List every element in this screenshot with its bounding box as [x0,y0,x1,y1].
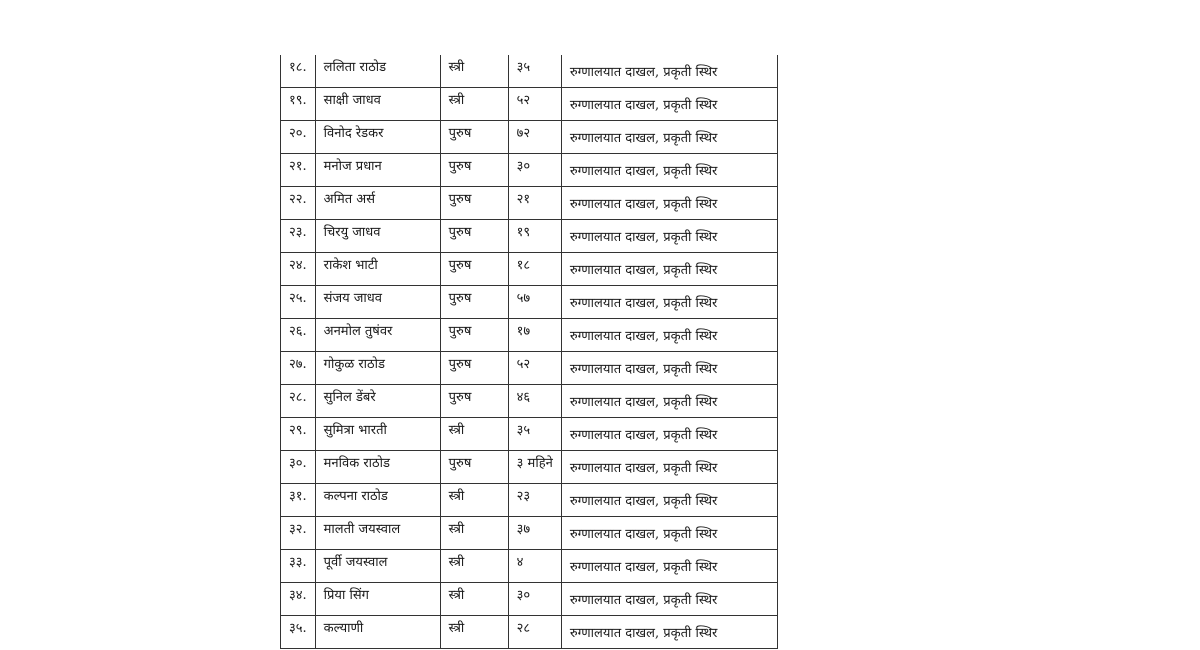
serial-number-cell: ३४. [281,583,316,616]
patient-name-cell: कल्याणी [315,616,440,649]
age-cell: ४६ [508,385,561,418]
patient-name-cell: विनोद रेडकर [315,121,440,154]
status-cell: रुग्णालयात दाखल, प्रकृती स्थिर [561,451,777,484]
age-cell: ५२ [508,88,561,121]
serial-number-cell: २५. [281,286,316,319]
table-row [281,385,778,418]
serial-number-cell: २८. [281,385,316,418]
age-cell: ३७ [508,517,561,550]
patient-table [280,55,778,649]
table-row [281,517,778,550]
status-cell: रुग्णालयात दाखल, प्रकृती स्थिर [561,583,777,616]
age-cell: २३ [508,484,561,517]
age-cell: ५७ [508,286,561,319]
table-row [281,583,778,616]
table-row [281,55,778,88]
age-cell: २८ [508,616,561,649]
status-cell: रुग्णालयात दाखल, प्रकृती स्थिर [561,385,777,418]
patient-name-cell: अमित अर्स [315,187,440,220]
table-row [281,286,778,319]
gender-cell: स्त्री [440,88,508,121]
patient-name-cell: मनविक राठोड [315,451,440,484]
table-row [281,616,778,649]
patient-name-cell: कल्पना राठोड [315,484,440,517]
serial-number-cell: १८. [281,55,316,88]
table-row [281,253,778,286]
gender-cell: स्त्री [440,418,508,451]
patient-name-cell: राकेश भाटी [315,253,440,286]
patient-name-cell: चिरयु जाधव [315,220,440,253]
patient-name-cell: प्रिया सिंग [315,583,440,616]
age-cell: ३० [508,154,561,187]
serial-number-cell: २४. [281,253,316,286]
status-cell: रुग्णालयात दाखल, प्रकृती स्थिर [561,319,777,352]
patient-name-cell: सुनिल डेंबरे [315,385,440,418]
status-cell: रुग्णालयात दाखल, प्रकृती स्थिर [561,220,777,253]
serial-number-cell: ३१. [281,484,316,517]
patient-name-cell: अनमोल तुषंवर [315,319,440,352]
serial-number-cell: २९. [281,418,316,451]
table-row [281,154,778,187]
age-cell: १८ [508,253,561,286]
serial-number-cell: १९. [281,88,316,121]
age-cell: ५२ [508,352,561,385]
gender-cell: पुरुष [440,154,508,187]
gender-cell: पुरुष [440,451,508,484]
status-cell: रुग्णालयात दाखल, प्रकृती स्थिर [561,484,777,517]
age-cell: ४ [508,550,561,583]
gender-cell: स्त्री [440,583,508,616]
age-cell: ३ महिने [508,451,561,484]
gender-cell: पुरुष [440,319,508,352]
serial-number-cell: २७. [281,352,316,385]
table-row [281,451,778,484]
serial-number-cell: २३. [281,220,316,253]
patient-table-body [281,55,778,649]
age-cell: ७२ [508,121,561,154]
patient-name-cell: मालती जयस्वाल [315,517,440,550]
status-cell: रुग्णालयात दाखल, प्रकृती स्थिर [561,286,777,319]
table-row [281,121,778,154]
status-cell: रुग्णालयात दाखल, प्रकृती स्थिर [561,616,777,649]
serial-number-cell: ३५. [281,616,316,649]
gender-cell: स्त्री [440,484,508,517]
status-cell: रुग्णालयात दाखल, प्रकृती स्थिर [561,88,777,121]
age-cell: १७ [508,319,561,352]
table-row [281,550,778,583]
patient-name-cell: मनोज प्रधान [315,154,440,187]
table-row [281,352,778,385]
status-cell: रुग्णालयात दाखल, प्रकृती स्थिर [561,154,777,187]
status-cell: रुग्णालयात दाखल, प्रकृती स्थिर [561,253,777,286]
status-cell: रुग्णालयात दाखल, प्रकृती स्थिर [561,550,777,583]
status-cell: रुग्णालयात दाखल, प्रकृती स्थिर [561,352,777,385]
serial-number-cell: ३२. [281,517,316,550]
age-cell: ३५ [508,418,561,451]
status-cell: रुग्णालयात दाखल, प्रकृती स्थिर [561,418,777,451]
patient-name-cell: संजय जाधव [315,286,440,319]
status-cell: रुग्णालयात दाखल, प्रकृती स्थिर [561,517,777,550]
gender-cell: स्त्री [440,616,508,649]
table-row [281,187,778,220]
gender-cell: पुरुष [440,352,508,385]
table-row [281,418,778,451]
age-cell: ३० [508,583,561,616]
patient-name-cell: साक्षी जाधव [315,88,440,121]
table-row [281,484,778,517]
age-cell: १९ [508,220,561,253]
table-row [281,319,778,352]
patient-name-cell: गोकुळ राठोड [315,352,440,385]
age-cell: ३५ [508,55,561,88]
patient-name-cell: ललिता राठोड [315,55,440,88]
gender-cell: पुरुष [440,121,508,154]
table-row [281,88,778,121]
patient-name-cell: सुमित्रा भारती [315,418,440,451]
serial-number-cell: २०. [281,121,316,154]
status-cell: रुग्णालयात दाखल, प्रकृती स्थिर [561,121,777,154]
table-row [281,220,778,253]
gender-cell: स्त्री [440,55,508,88]
gender-cell: स्त्री [440,517,508,550]
gender-cell: पुरुष [440,286,508,319]
gender-cell: पुरुष [440,220,508,253]
serial-number-cell: ३०. [281,451,316,484]
serial-number-cell: २२. [281,187,316,220]
gender-cell: पुरुष [440,385,508,418]
status-cell: रुग्णालयात दाखल, प्रकृती स्थिर [561,187,777,220]
status-cell: रुग्णालयात दाखल, प्रकृती स्थिर [561,55,777,88]
serial-number-cell: २१. [281,154,316,187]
serial-number-cell: २६. [281,319,316,352]
age-cell: २१ [508,187,561,220]
gender-cell: पुरुष [440,187,508,220]
serial-number-cell: ३३. [281,550,316,583]
patient-name-cell: पूर्वी जयस्वाल [315,550,440,583]
gender-cell: पुरुष [440,253,508,286]
gender-cell: स्त्री [440,550,508,583]
